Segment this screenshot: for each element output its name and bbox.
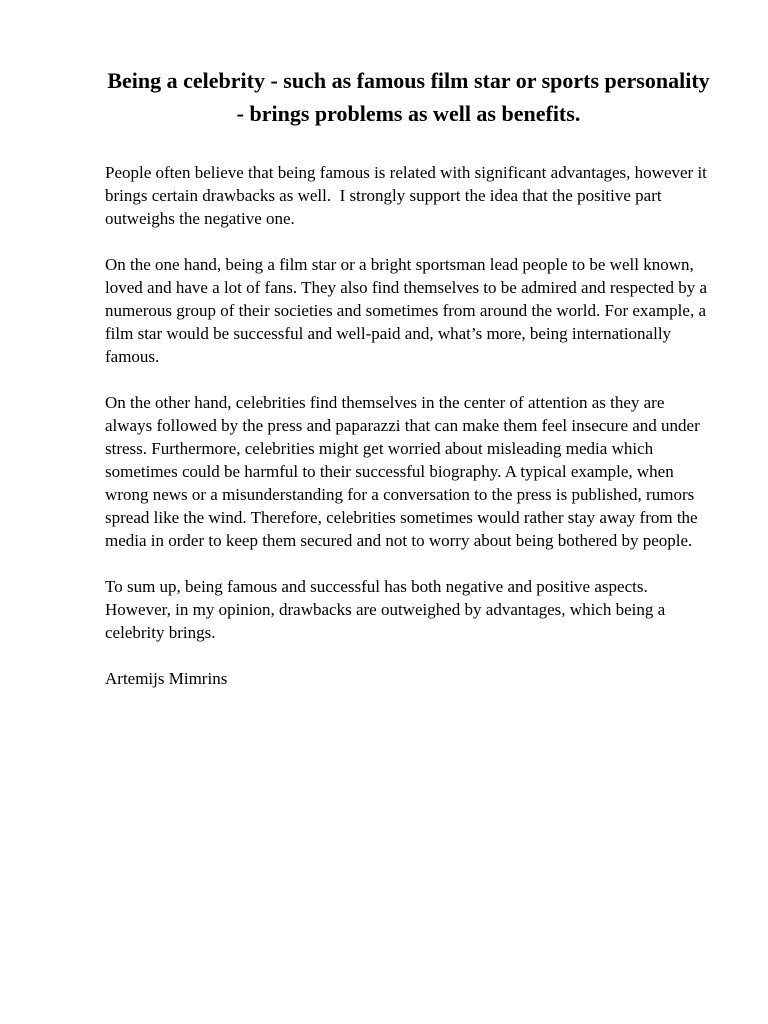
essay-title-line-2: - brings problems as well as benefits. [236, 101, 581, 126]
essay-paragraph-conclusion: To sum up, being famous and successful has both negative and positive aspects. However, in my opinion, drawbacks are outweighed by advantages, which being a celebrity brings. [105, 577, 670, 642]
essay-title-line-1: Being a celebrity - such as famous film star or sports personality [107, 68, 710, 93]
essay-paragraph-intro: People often believe that being famous is related with significant advantages, however it brings certain drawbacks as well. I strongly support the idea that the positive part outweighs the negative one. [105, 163, 712, 228]
essay-paragraph-advantages: On the one hand, being a film star or a bright sportsman lead people to be well known, loved and have a lot of fans. They also find themselves to be admired and respected by a numerous group of their societies and sometimes from around the world. For example, a film star would be successful and well-paid and, what’s more, being internationally famous. [105, 255, 712, 366]
essay-paragraph-drawbacks: On the other hand, celebrities find themselves in the center of attention as they are always followed by the press and paparazzi that can make them feel insecure and under stress. Furthermore, celebrities might get worried about misleading media which sometimes could be harmful to their successful biography. A typical example, when wrong news or a misunderstanding for a conversation to the press is published, rumors spread like the wind. Therefore, celebrities sometimes would rather stay away from the media in order to keep them secured and not to worry about being bothered by people. [105, 393, 705, 550]
author-signature: Artemijs Mimrins [105, 669, 228, 688]
essay-title [105, 64, 712, 130]
